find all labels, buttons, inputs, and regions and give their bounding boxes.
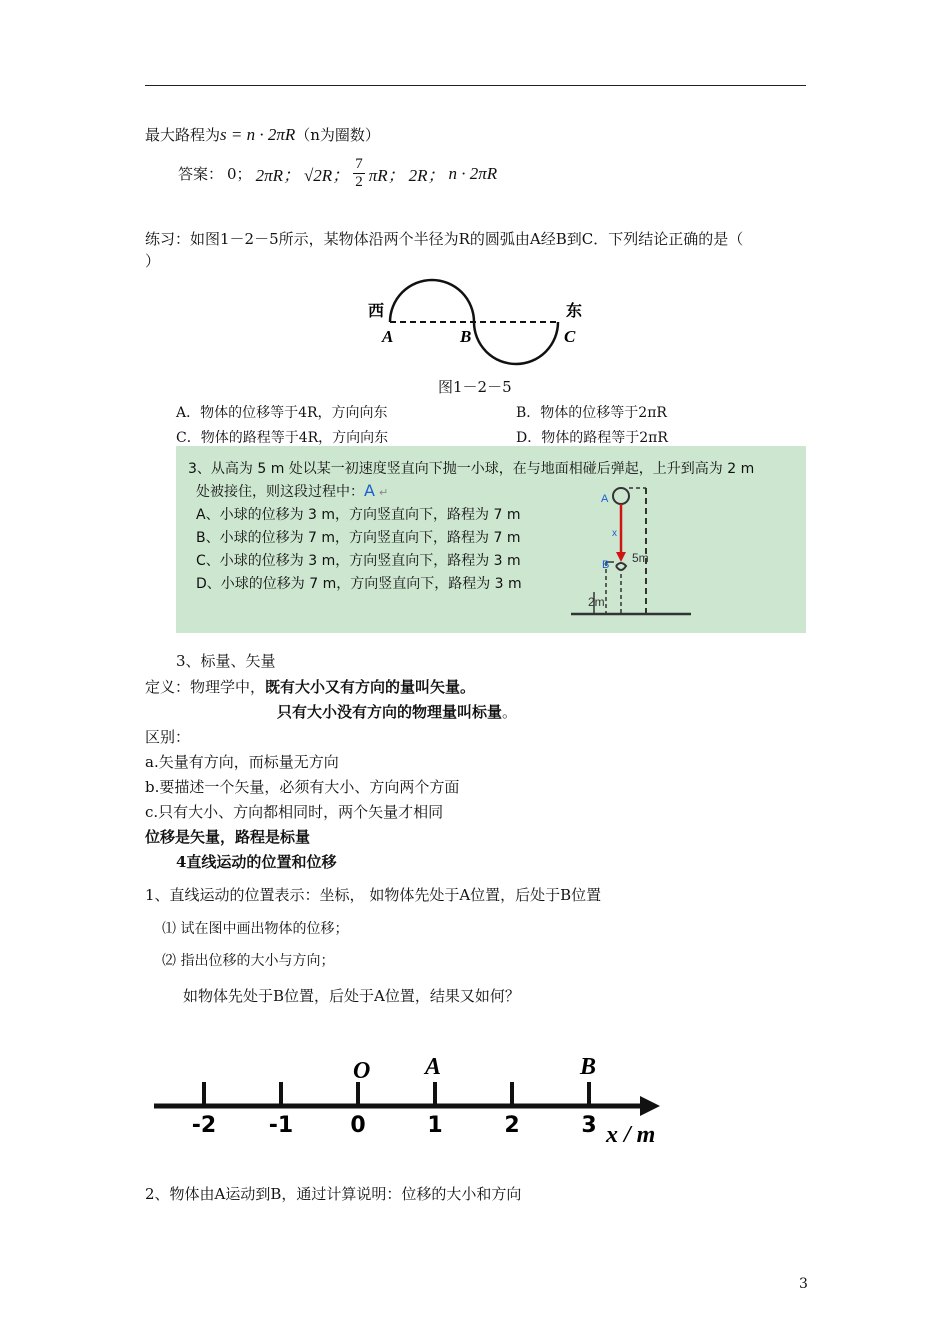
diff-item: b.要描述一个矢量，必须有大小、方向两个方面 bbox=[145, 778, 460, 796]
west-label: 西 bbox=[368, 301, 385, 320]
figure-caption: 图1－2－5 bbox=[438, 378, 512, 396]
section4-q1: 1、直线运动的位置表示：坐标， 如物体先处于A位置，后处于B位置 bbox=[145, 886, 602, 904]
diff-item: a.矢量有方向，而标量无方向 bbox=[145, 753, 339, 771]
q3-line2-wrap bbox=[196, 481, 388, 501]
option-a: A．物体的位移等于4R，方向向东 bbox=[176, 405, 388, 421]
section4-title: 4直线运动的位置和位移 bbox=[176, 853, 337, 871]
header-rule bbox=[145, 85, 806, 86]
q3-option-c: C、小球的位移为 3 m，方向竖直向下，路程为 3 m bbox=[196, 553, 521, 569]
point-b-label: B bbox=[460, 327, 472, 346]
def-vector: 既有大小又有方向的量叫矢量。 bbox=[265, 678, 476, 696]
section4-sub1: ⑴ 试在图中画出物体的位移； bbox=[162, 921, 349, 937]
max-path-suffix: （n为圈数） bbox=[295, 126, 380, 144]
answer-item: 2πR； bbox=[255, 166, 300, 185]
section4-q2: 2、物体由A运动到B，通过计算说明：位移的大小和方向 bbox=[145, 1185, 522, 1203]
exercise-text-2: ） bbox=[145, 252, 161, 270]
axis-tick-label: 3 bbox=[581, 1113, 597, 1138]
ball-a-label: A bbox=[601, 493, 609, 505]
question-3-box bbox=[176, 446, 806, 633]
point-a-axis-label: A bbox=[425, 1054, 442, 1080]
ball-figure bbox=[566, 482, 696, 622]
diff-label: 区别： bbox=[145, 728, 191, 746]
def-scalar-end: 。 bbox=[502, 703, 518, 721]
q3-option-a: A、小球的位移为 3 m，方向竖直向下，路程为 7 m bbox=[196, 507, 521, 523]
point-c-label: C bbox=[564, 327, 576, 346]
axis-tick-label: -1 bbox=[268, 1113, 294, 1138]
lower-arc bbox=[474, 322, 558, 364]
axis-arrow-icon bbox=[640, 1096, 660, 1116]
section4-sub2: ⑵ 指出位移的大小与方向； bbox=[162, 953, 335, 969]
x-label: x bbox=[612, 528, 617, 539]
arrow-head-icon bbox=[616, 552, 626, 562]
return-mark-icon: ↵ bbox=[378, 486, 389, 499]
point-b-axis-label: B bbox=[580, 1054, 597, 1080]
answer-item: 0； bbox=[227, 165, 252, 183]
q3-option-b: B、小球的位移为 7 m，方向竖直向下，路程为 7 m bbox=[196, 530, 521, 546]
section4-q1b: 如物体先处于B位置，后处于A位置，结果又如何？ bbox=[183, 987, 520, 1005]
section3-title: 3、标量、矢量 bbox=[176, 652, 276, 670]
ball-b-label: B bbox=[602, 559, 610, 571]
arc-figure bbox=[360, 268, 600, 378]
number-axis bbox=[150, 1050, 680, 1150]
answer-label: 答案： bbox=[178, 165, 224, 183]
axis-unit-label: x / m bbox=[606, 1122, 656, 1148]
east-label: 东 bbox=[566, 301, 583, 320]
scalar-def-line bbox=[277, 701, 517, 722]
page-number: 3 bbox=[799, 1276, 808, 1292]
option-b: B．物体的位移等于2πR bbox=[516, 405, 667, 421]
q3-line1: 3、从高为 5 m 处以某一初速度竖直向下抛一小球，在与地面相碰后弹起，上升到高为 2 m bbox=[188, 461, 755, 477]
diff-item: c.只有大小、方向都相同时，两个矢量才相同 bbox=[145, 803, 444, 821]
answer-item: 2R； bbox=[408, 166, 445, 185]
height-5m-label: 5m bbox=[632, 551, 649, 565]
answer-fraction bbox=[353, 156, 365, 191]
conclusion: 位移是矢量，路程是标量 bbox=[145, 828, 311, 846]
axis-tick-label: -2 bbox=[191, 1113, 217, 1138]
q3-answer: A bbox=[364, 481, 375, 500]
option-d: D．物体的路程等于2πR bbox=[516, 430, 668, 446]
axis-tick-label: 0 bbox=[350, 1113, 366, 1138]
fraction-numerator: 7 bbox=[355, 156, 363, 172]
def-prefix: 定义：物理学中， bbox=[145, 678, 266, 696]
def-scalar: 只有大小没有方向的物理量叫标量 bbox=[277, 703, 503, 721]
point-a-label: A bbox=[382, 327, 394, 346]
height-2m-label: 2m bbox=[588, 595, 605, 609]
max-path-prefix: 最大路程为 bbox=[145, 126, 221, 144]
upper-arc bbox=[390, 280, 474, 322]
fraction-denominator: 2 bbox=[355, 174, 363, 190]
ball-a-icon bbox=[613, 488, 629, 504]
definition-line bbox=[145, 676, 475, 697]
q3-option-d: D、小球的位移为 7 m，方向竖直向下，路程为 3 m bbox=[196, 576, 522, 592]
answer-item: πR； bbox=[368, 166, 405, 185]
answer-item: n · 2πR bbox=[448, 163, 498, 183]
exercise-text-1: 练习：如图1－2－5所示，某物体沿两个半径为R的圆弧由A经B到C．下列结论正确的是（ bbox=[145, 230, 744, 248]
ball-b-icon bbox=[616, 563, 626, 570]
axis-tick-label: 1 bbox=[427, 1113, 443, 1138]
answer-item: √2R； bbox=[303, 166, 350, 185]
max-path-line bbox=[145, 124, 380, 145]
max-path-formula: s = n · 2πR bbox=[220, 125, 296, 144]
axis-tick-label: 2 bbox=[504, 1113, 520, 1138]
answer-line bbox=[178, 156, 497, 191]
option-c: C．物体的路程等于4R，方向向东 bbox=[176, 430, 389, 446]
origin-label: O bbox=[353, 1058, 371, 1084]
q3-line2: 处被接住，则这段过程中： bbox=[196, 484, 364, 500]
